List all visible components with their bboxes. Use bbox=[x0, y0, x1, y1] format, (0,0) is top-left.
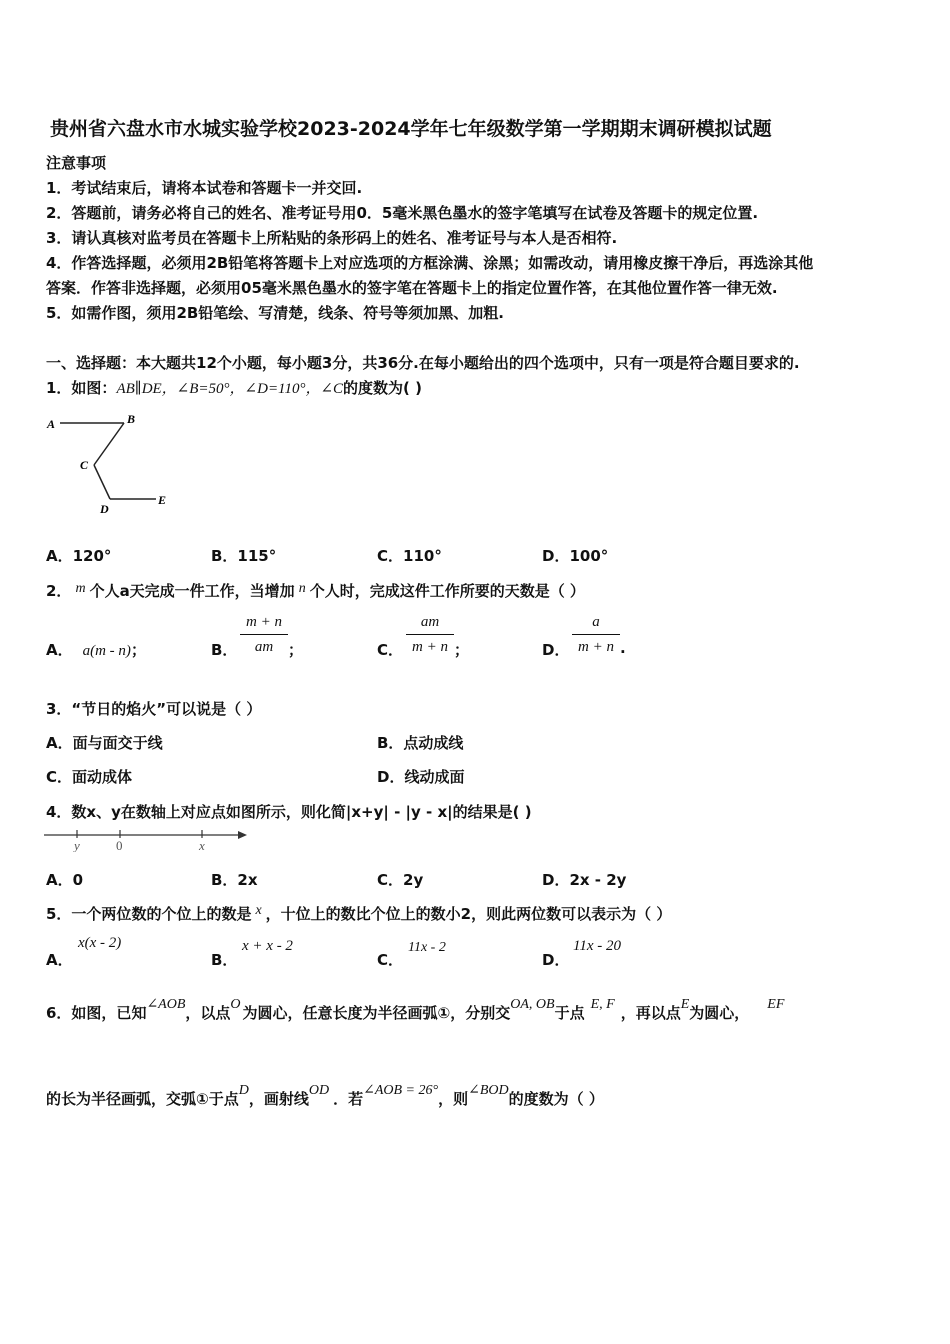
notice-item: 2．答题前，请务必将自己的姓名、准考证号用0．5毫米黑色墨水的签字笔填写在试卷及答题卡的规定位置. bbox=[46, 204, 759, 222]
q1-option-d[interactable]: D．100° bbox=[542, 547, 609, 565]
q2-option-b-semicolon: ； bbox=[288, 641, 304, 659]
notice-item: 3．请认真核对监考员在答题卡上所粘贴的条形码上的姓名、准考证号与本人是否相符. bbox=[46, 229, 618, 247]
notice-item: 5．如需作图，须用2B铅笔绘、写清楚，线条、符号等须加黑、加粗. bbox=[46, 304, 505, 322]
q1-option-c[interactable]: C．110° bbox=[377, 547, 442, 565]
q3-option-d[interactable]: D．线动成面 bbox=[377, 768, 465, 786]
label-c: C bbox=[80, 458, 89, 472]
q1-figure bbox=[44, 410, 184, 520]
q5-option-c-expr: 11x - 2 bbox=[408, 940, 446, 955]
question-6-line-2: 的长为半径画弧，交弧①于点D，画射线OD ．若∠AOB = 26°，则∠BOD的度数为（ ） bbox=[46, 1083, 604, 1108]
question-5-stem: 5．一个两位数的个位上的数是 x ，十位上的数比个位上的数小2，则此两位数可以表示为（ ） bbox=[46, 903, 672, 923]
segment-bc bbox=[94, 423, 124, 465]
question-2-stem: 2． m 个人a天完成一件工作，当增加 n 个人时，完成这件工作所要的天数是（ ） bbox=[46, 581, 585, 600]
q5-option-b-label[interactable]: B． bbox=[211, 951, 238, 969]
q5-option-a-label[interactable]: A． bbox=[46, 951, 73, 969]
q2-option-c-semicolon: ； bbox=[454, 641, 470, 659]
question-6-line-1: 6．如图，已知∠AOB，以点O 为圆心，任意长度为半径画弧①，分别交OA, OB于点 E, F ，再以点E为圆心， EF bbox=[46, 997, 785, 1022]
q5-option-d-expr: 11x - 20 bbox=[573, 938, 622, 954]
q2-option-d-fraction: $\frac{a}{m + n}$ bbox=[572, 614, 620, 656]
label-d: D bbox=[100, 502, 109, 516]
q1-condition: AB∥DE，∠B=50°，∠D=110°，∠C bbox=[116, 381, 344, 397]
q3-option-b[interactable]: B．点动成线 bbox=[377, 734, 464, 752]
q2-option-d-period: . bbox=[620, 639, 626, 657]
q4-option-d[interactable]: D．2x - 2y bbox=[542, 871, 627, 889]
q1-option-a[interactable]: A．120° bbox=[46, 547, 112, 565]
q5-option-a-expr: x(x - 2) bbox=[78, 935, 122, 951]
axis-label-y: y bbox=[74, 838, 80, 852]
q4-number-line bbox=[44, 826, 254, 852]
q2-option-d-label[interactable]: D． bbox=[542, 641, 570, 659]
q1-option-b[interactable]: B．115° bbox=[211, 547, 277, 565]
notice-heading: 注意事项 bbox=[46, 154, 107, 172]
q4-option-a[interactable]: A．0 bbox=[46, 871, 84, 889]
q2-option-c-label[interactable]: C． bbox=[377, 641, 404, 659]
q5-option-c-label[interactable]: C． bbox=[377, 951, 404, 969]
q4-option-b[interactable]: B．2x bbox=[211, 871, 258, 889]
axis-label-zero: 0 bbox=[116, 838, 123, 852]
notice-item: 4．作答选择题，必须用2B铅笔将答题卡上对应选项的方框涂满、涂黑；如需改动，请用橡皮擦干净后，再选涂其他 bbox=[46, 254, 814, 272]
axis-label-x: x bbox=[199, 838, 205, 852]
question-3-stem: 3．“节日的焰火”可以说是（ ） bbox=[46, 700, 262, 718]
q3-option-c[interactable]: C．面动成体 bbox=[46, 768, 133, 786]
axis-arrow bbox=[238, 831, 247, 839]
notice-item: 1．考试结束后，请将本试卷和答题卡一并交回. bbox=[46, 179, 363, 197]
label-a: A bbox=[47, 417, 56, 431]
label-e: E bbox=[158, 493, 167, 507]
question-4-stem: 4．数x、y在数轴上对应点如图所示，则化简|x+y| - |y - x|的结果是( ) bbox=[46, 803, 532, 821]
page-title: 贵州省六盘水市水城实验学校2023-2024学年七年级数学第一学期期末调研模拟试题 bbox=[50, 118, 772, 140]
q5-option-b-expr: x + x - 2 bbox=[242, 938, 293, 954]
q2-option-b-fraction: $\frac{m + n}{am}$ bbox=[240, 614, 288, 656]
question-1-stem: 1．如图：AB∥DE，∠B=50°，∠D=110°，∠C的度数为( ) bbox=[46, 379, 422, 397]
section-heading: 一、选择题：本大题共12个小题，每小题3分，共36分.在每小题给出的四个选项中，只有一项是符合题目要求的. bbox=[46, 354, 800, 372]
notice-item: 答案．作答非选择题，必须用05毫米黑色墨水的签字笔在答题卡上的指定位置作答，在其他位置作答一律无效. bbox=[46, 279, 778, 297]
q2-option-a[interactable]: A． a(m - n)； bbox=[46, 641, 146, 659]
q2-option-c-fraction: $\frac{am}{m + n}$ bbox=[406, 614, 454, 656]
q4-option-c[interactable]: C．2y bbox=[377, 871, 424, 889]
q3-option-a[interactable]: A．面与面交于线 bbox=[46, 734, 163, 752]
q2-option-b-label[interactable]: B． bbox=[211, 641, 238, 659]
label-b: B bbox=[127, 412, 136, 426]
q5-option-d-label[interactable]: D． bbox=[542, 951, 570, 969]
segment-cd bbox=[94, 465, 110, 499]
